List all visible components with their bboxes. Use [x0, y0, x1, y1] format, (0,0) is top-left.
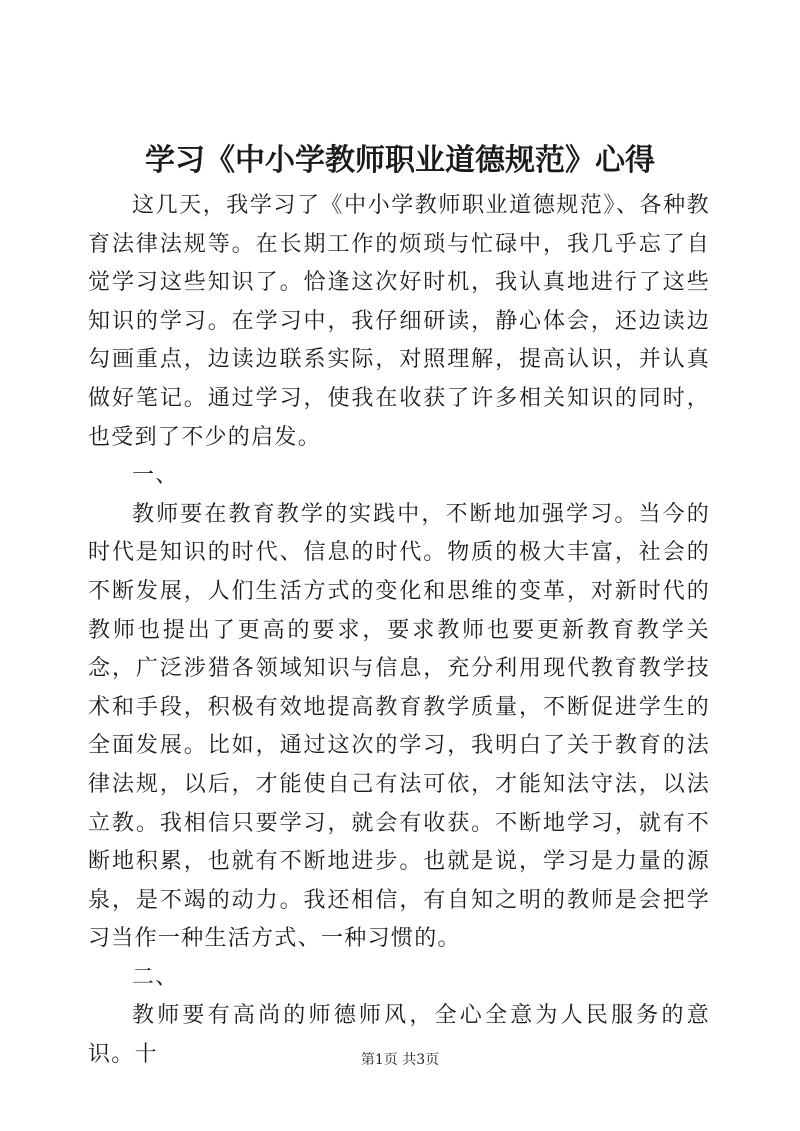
section-heading-one: 一、 — [132, 463, 179, 489]
paragraph-section-two: 教师要有高尚的师德师风，全心全意为人民服务的意识。十 — [88, 1003, 710, 1068]
document-body — [88, 187, 710, 1075]
paragraph-intro: 这几天，我学习了《中小学教师职业道德规范》、各种教育法律法规等。在长期工作的烦琐与忙碌中，我几乎忘了自觉学习这些知识了。恰逢这次好时机，我认真地进行了这些知识的学习。在学习中，我仔细研读，静心体会，还边读边勾画重点，边读边联系实际，对照理解，提高认识，并认真做好笔记。通过学习，使我在收获了许多相关知识的同时，也受到了不少的启发。 — [88, 193, 710, 450]
document-title: 学习《中小学教师职业道德规范》心得 — [145, 143, 655, 178]
paragraph-section-one: 教师要在教育教学的实践中，不断地加强学习。当今的时代是知识的时代、信息的时代。物质的极大丰富，社会的不断发展，人们生活方式的变化和思维的变革，对新时代的教师也提出了更高的要求，要求教师也要更新教育教学关念，广泛涉猎各领域知识与信息，充分利用现代教育教学技术和手段，积极有效地提高教育教学质量，不断促进学生的全面发展。比如，通过这次的学习，我明白了关于教育的法律法规，以后，才能使自己有法可依，才能知法守法，以法立教。我相信只要学习，就会有收获。不断地学习，就有不断地积累，也就有不断地进步。也就是说，学习是力量的源泉，是不竭的动力。我还相信，有自知之明的教师是会把学习当作一种生活方式、一种习惯的。 — [88, 501, 710, 952]
page-footer: 第1页 共3页 — [360, 1052, 440, 1068]
section-heading-two: 二、 — [132, 964, 179, 990]
